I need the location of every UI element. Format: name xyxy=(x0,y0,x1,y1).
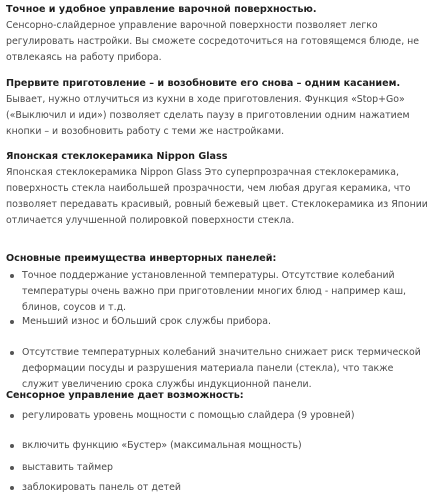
section-heading: Точное и удобное управление варочной поверхностью. xyxy=(6,4,317,15)
list-item: включить функцию «Бустер» (максимальная мощность) xyxy=(6,438,430,454)
sensor-heading: Сенсорное управление дает возможность: xyxy=(6,390,244,401)
advantages-list xyxy=(6,268,430,316)
section-text: Бывает, нужно отлучиться из кухни в ходе приготовления. Функция «Stop+Go» («Выключил и иди») позволяет сделать паузу в приготовлении одним нажатием кнопки – и возобновить работу с теми же настройками. xyxy=(6,94,410,137)
section-heading: Японская стеклокерамика Nippon Glass xyxy=(6,151,228,162)
section-text: Сенсорно-слайдерное управление варочной поверхности позволяет легко регулировать настройки. Вы сможете сосредоточиться на готовящемся блюде, не отвлекаясь на работу прибора. xyxy=(6,20,420,63)
list-item: Отсутствие температурных колебаний значительно снижает риск термической деформации посуды и разрушения материала панели (стекла), что также служит увеличению срока службы индукционной панели. xyxy=(6,345,430,393)
list-item: заблокировать панель от детей xyxy=(6,480,430,496)
list-item: Меньший износ и бОльший срок службы прибора. xyxy=(6,314,430,330)
section-sensor-control xyxy=(6,388,442,404)
sensor-list xyxy=(6,408,430,424)
section-heading: Прервите приготовление – и возобновите его снова – одним касанием. xyxy=(6,78,401,89)
list-item: регулировать уровень мощности с помощью слайдера (9 уровней) xyxy=(6,408,430,424)
advantages-heading: Основные преимущества инверторных панелей: xyxy=(6,253,277,264)
sensor-list xyxy=(6,480,430,496)
section-stop-go xyxy=(6,76,442,140)
list-item: выставить таймер xyxy=(6,460,430,476)
section-precise-control xyxy=(6,2,442,66)
list-item: Точное поддержание установленной температуры. Отсутствие колебаний температуры очень важно при приготовлении многих блюд - например каш, блинов, соусов и т.д. xyxy=(6,268,430,316)
sensor-list xyxy=(6,438,430,454)
section-nippon-glass xyxy=(6,149,442,229)
section-inverter-advantages xyxy=(6,251,442,267)
sensor-list xyxy=(6,460,430,476)
advantages-list xyxy=(6,345,430,393)
advantages-list xyxy=(6,314,430,330)
section-text: Японская стеклокерамика Nippon Glass Это суперпрозрачная стеклокерамика, поверхность стекла наибольшей прозрачности, чем любая другая керамика, что позволяет передавать красивый, ровный бежевый цвет. Стеклокерамика из Японии отличается улучшенной полировкой поверхности стекла. xyxy=(6,167,428,226)
